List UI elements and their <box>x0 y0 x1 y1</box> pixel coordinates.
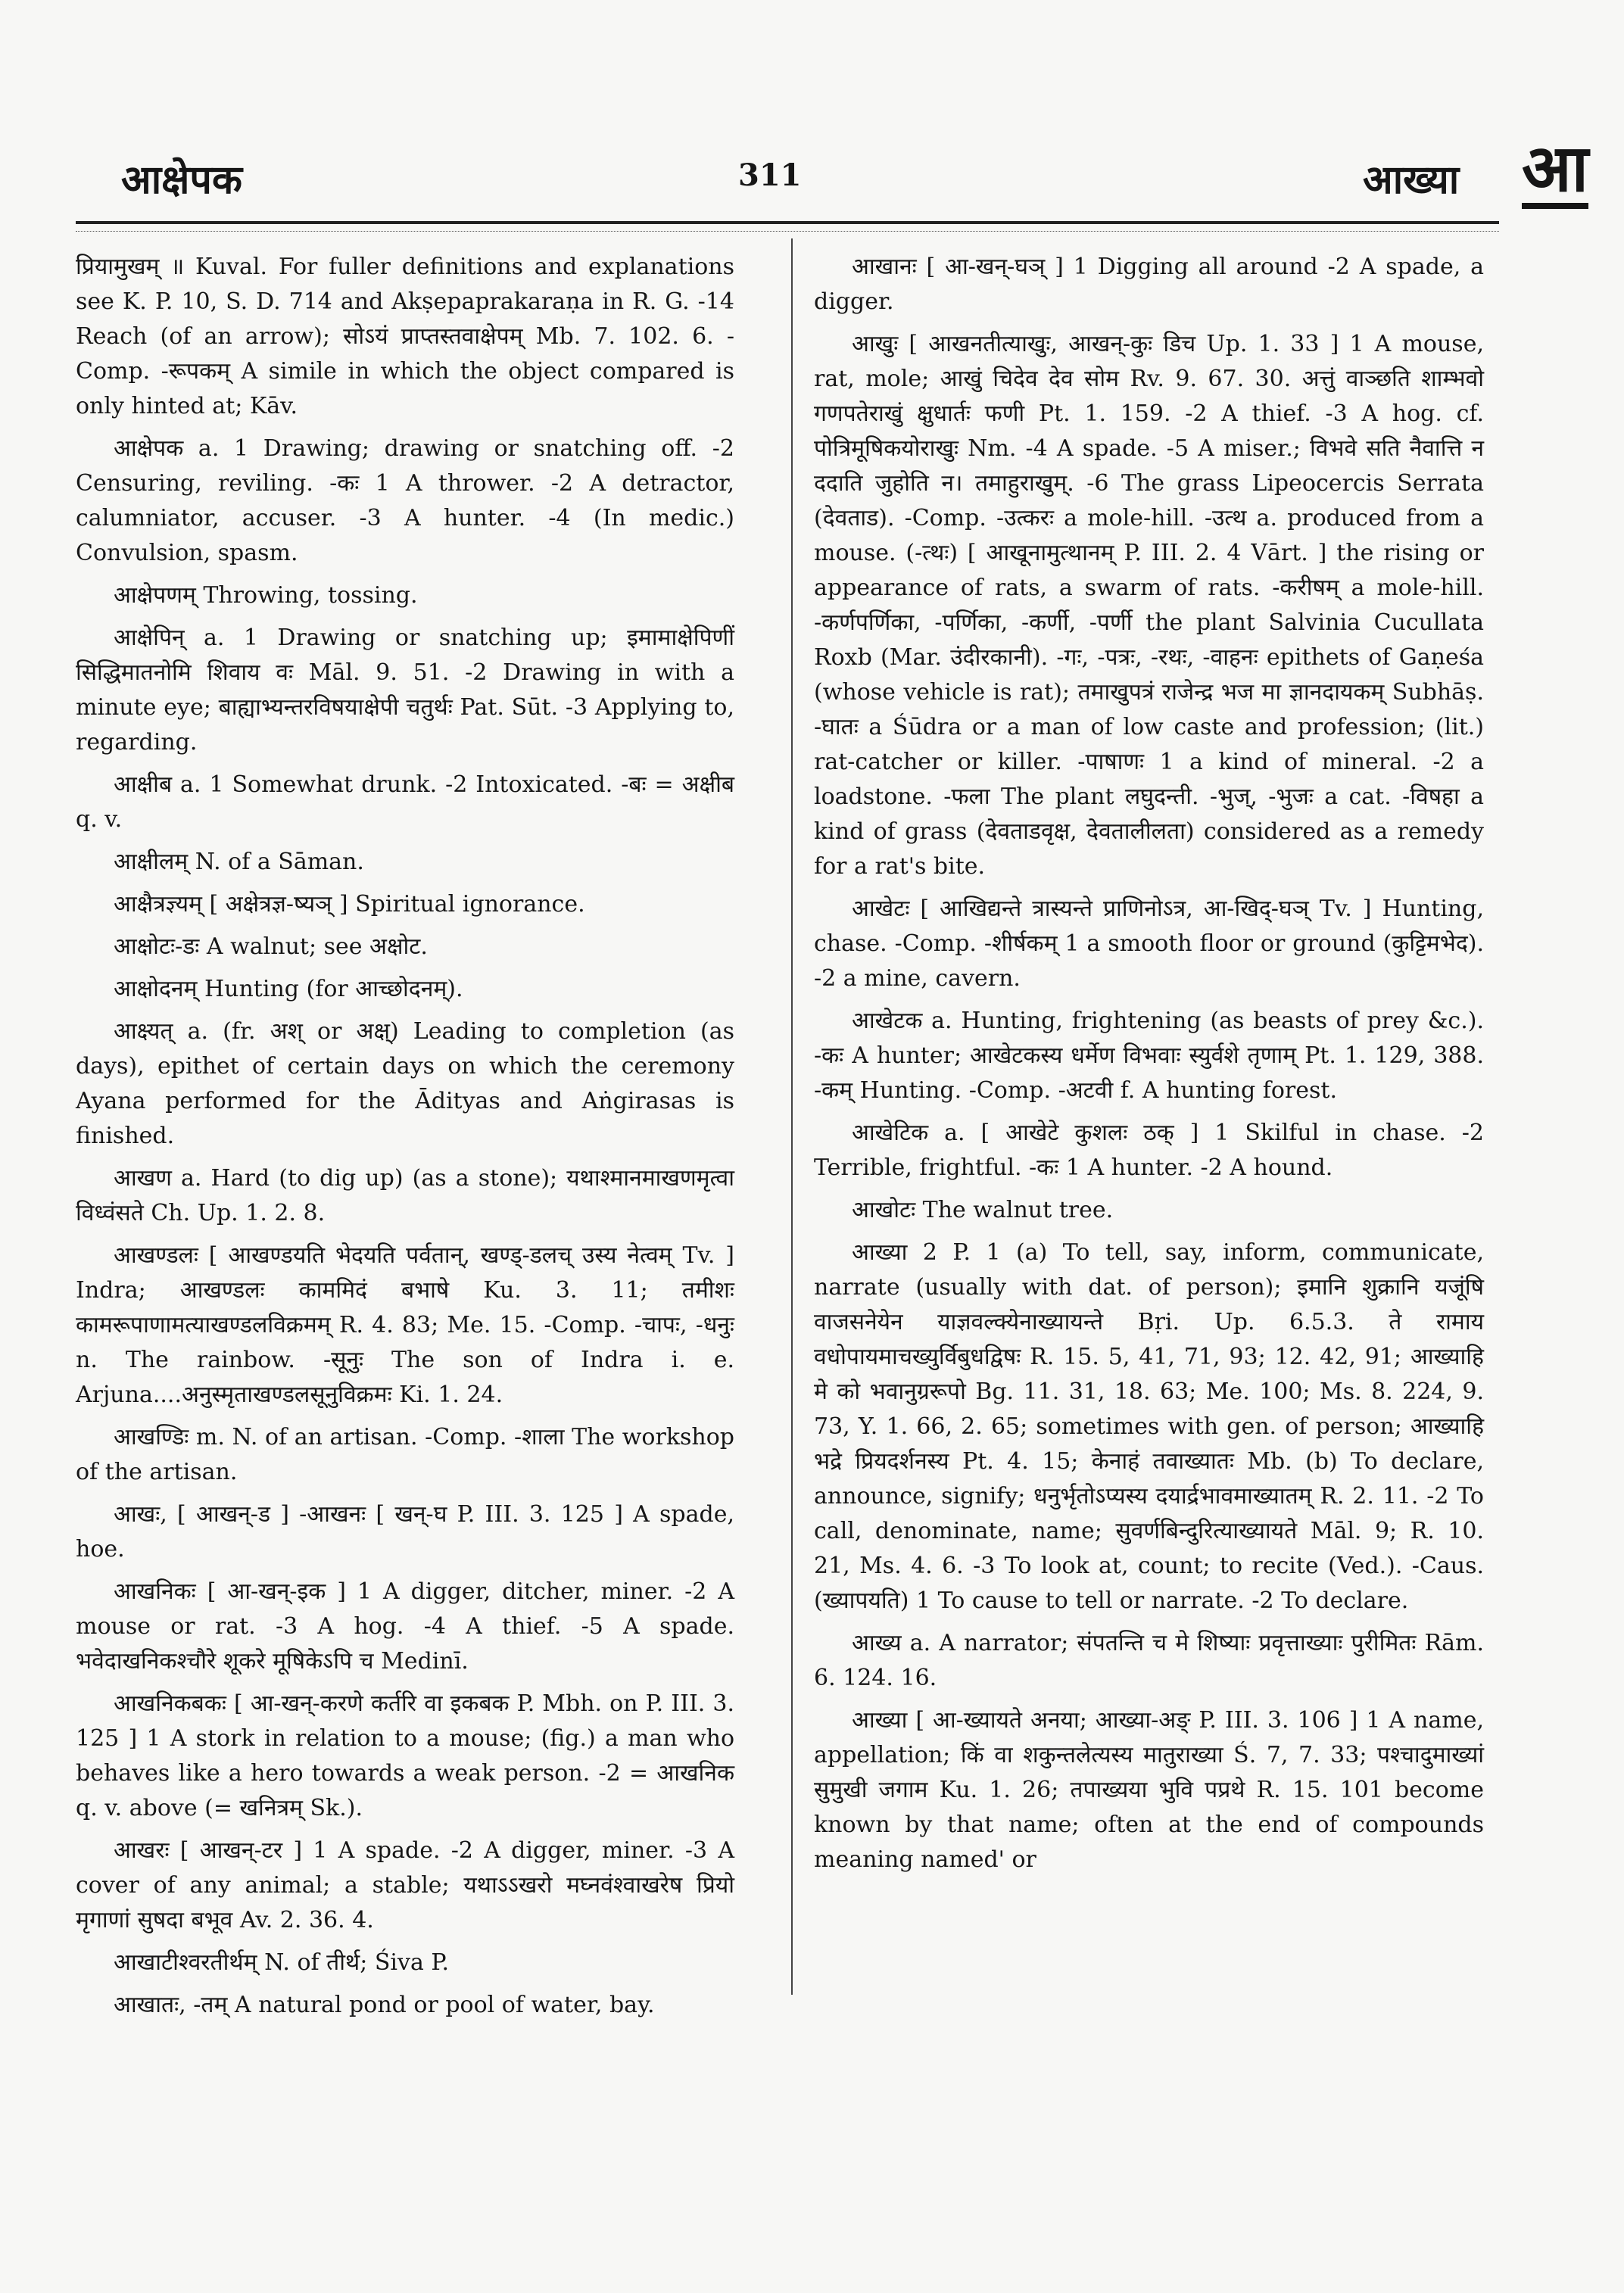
dictionary-entry: आखनिकः [ आ-खन्-इक ] 1 A digger, ditcher, miner. -2 A mouse or rat. -3 A hog. -4 A thief. -5 A spade. भवेदाखनिकश्चौरे शूकरे मूषिकेऽपि च Medinī. <box>76 1578 734 1675</box>
section-letter-tab: आ <box>1522 136 1588 209</box>
dictionary-entry: आखेटः [ आखिद्यन्ते त्रास्यन्ते प्राणिनोऽत्र, आ-खिद्-घञ् Tv. ] Hunting, chase. -Comp. -शीर्षकम् 1 a smooth floor or ground (कुट्टिमभेद). -2 a mine, cavern. <box>814 896 1484 992</box>
dictionary-entry: आक्षैत्रज्ञ्यम् [ अक्षेत्रज्ञ-ष्यञ् ] Spiritual ignorance. <box>114 891 585 918</box>
dictionary-entry: आखः, [ आखन्-ड ] -आखनः [ खन्-घ P. III. 3. 125 ] A spade, hoe. <box>76 1501 734 1562</box>
dictionary-entry: आक्षीलम् N. of a Sāman. <box>114 849 364 875</box>
dictionary-entry: आखेटक a. Hunting, frightening (as beasts of prey &c.). -कः A hunter; आखेटकस्य धर्मेण विभवाः स्युर्वशे तृणाम् Pt. 1. 129, 388. -कम् Hunting. -Comp. -अटवी f. A hunting forest. <box>814 1008 1484 1104</box>
dictionary-entry: आक्षेपिन् a. 1 Drawing or snatching up; इमामाक्षेपिणीं सिद्धिमातनोमि शिवाय वः Māl. 9. 51. -2 Drawing in with a minute eye; बाह्याभ्यन्तरविषयाक्षेपी चतुर्थः Pat. Sūt. -3 Applying to, regarding. <box>76 625 734 756</box>
dictionary-entry: आख्य a. A narrator; संपतन्ति च मे शिष्याः प्रवृत्ताख्याः पुरीमितः Rām. 6. 124. 16. <box>814 1630 1484 1691</box>
dictionary-entry: आखरः [ आखन्-टर ] 1 A spade. -2 A digger, miner. -3 A cover of any animal; a stable; यथाऽऽखरो मघ्नवंश्वाखरेष प्रियो मृगाणां सुषदा बभूव Av. 2. 36. 4. <box>76 1837 734 1933</box>
dictionary-entry: प्रियामुखम् ॥ Kuval. For fuller definitions and explanations see K. P. 10, S. D. 714 and Akṣepaprakaraṇa in R. G. -14 Reach (of an arrow); सोऽयं प्राप्तस्तवाक्षेपम् Mb. 7. 102. 6. -Comp. -रूपकम् A simile in which the object compared is only hinted at; Kāv. <box>76 254 734 419</box>
header-right-guide-word: आख्या <box>1363 157 1460 203</box>
right-column <box>814 250 1484 2256</box>
left-column <box>76 250 734 2018</box>
dictionary-entry: आखनिकबकः [ आ-खन्-करणे कर्तरि वा इकबक P. Mbh. on P. III. 3. 125 ] 1 A stork in relation to a mouse; (fig.) a man who behaves like a hero towards a weak person. -2 = आखनिक q. v. above (= खनित्रम् Sk.). <box>76 1690 734 1821</box>
header-left-guide-word: आक्षेपक <box>121 157 242 203</box>
dictionary-entry: आक्षेपक a. 1 Drawing; drawing or snatching off. -2 Censuring, reviling. -कः 1 A thrower. -2 A detractor, calumniator, accuser. -3 A hunter. -4 (In medic.) Convulsion, spasm. <box>76 435 734 566</box>
dictionary-entry: आखातः, -तम् A natural pond or pool of water, bay. <box>114 1992 655 2018</box>
header-rule-dotted <box>76 231 1499 232</box>
page-header <box>76 130 1588 220</box>
dictionary-entry: आखोटः The walnut tree. <box>852 1197 1114 1223</box>
dictionary-entry: आक्षीब a. 1 Somewhat drunk. -2 Intoxicated. -बः = अक्षीब q. v. <box>76 771 734 833</box>
dictionary-entry: आखानः [ आ-खन्-घञ् ] 1 Digging all around -2 A spade, a digger. <box>814 254 1484 315</box>
dictionary-entry: आखण a. Hard (to dig up) (as a stone); यथाश्मानमाखणमृत्वा विध्वंसते Ch. Up. 1. 2. 8. <box>76 1165 734 1226</box>
column-divider <box>791 238 793 1995</box>
dictionary-entry: आक्षोदनम् Hunting (for आच्छोदनम्). <box>114 976 463 1002</box>
dictionary-entry: आख्या [ आ-ख्यायते अनया; आख्या-अङ् P. III. 3. 106 ] 1 A name, appellation; किं वा शकुन्तलेत्यस्य मातुराख्या Ś. 7, 7. 33; पश्चादुमाख्यां सुमुखी जगाम Ku. 1. 26; तपाख्यया भुवि पप्रथे R. 15. 101 become known by that name; often at the end of compounds meaning named' or <box>814 1707 1484 1873</box>
header-rule <box>76 221 1499 224</box>
dictionary-entry: आख्या 2 P. 1 (a) To tell, say, inform, communicate, narrate (usually with dat. of person); इमानि शुक्रानि यजूंषि वाजसनेयेन याज्ञवल्क्येनाख्यायन्ते Bṛi. Up. 6.5.3. ते रामाय वधोपायमाचख्युर्विबुधद्विषः R. 15. 5, 41, 71, 93; 12. 42, 91; आख्याहि मे को भवानुग्ररूपो Bg. 11. 31, 18. 63; Me. 100; Ms. 8. 224, 9. 73, Y. 1. 66, 2. 65; sometimes with gen. of person; आख्याहि भद्रे प्रियदर्शनस्य Pt. 4. 15; केनाहं तवाख्यातः Mb. (b) To declare, announce, signify; धनुर्भृतोऽप्यस्य दयार्द्रभावमाख्यातम् R. 2. 11. -2 To call, denominate, name; सुवर्णबिन्दुरित्याख्यायते Māl. 9; R. 10. 21, Ms. 4. 6. -3 To look at, count; to recite (Ved.). -Caus. (ख्यापयति) 1 To cause to tell or narrate. -2 To declare. <box>814 1239 1484 1614</box>
dictionary-entry: आखुः [ आखनतीत्याखुः, आखन्-कुः डिच Up. 1. 33 ] 1 A mouse, rat, mole; आखुं चिदेव देव सोम Rv. 9. 67. 30. अत्तुं वाञ्छति शाम्भवो गणपतेराखुं क्षुधार्तः फणी Pt. 1. 159. -2 A thief. -3 A hog. cf. पोत्रिमूषिकयोराखुः Nm. -4 A spade. -5 A miser.; विभवे सति नैवात्ति न ददाति जुहोति न। तमाहुराखुम्. -6 The grass Lipeocercis Serrata (देवताड). -Comp. -उत्करः a mole-hill. -उत्थ a. produced from a mouse. (-त्थः) [ आखूनामुत्थानम् P. III. 2. 4 Vārt. ] the rising or appearance of rats, a swarm of rats. -करीषम् a mole-hill. -कर्णपर्णिका, -पर्णिका, -कर्णी, -पर्णी the plant Salvinia Cucullata Roxb (Mar. उंदीरकानी). -गः, -पत्रः, -रथः, -वाहनः epithets of Gaṇeśa (whose vehicle is rat); तमाखुपत्रं राजेन्द्र भज मा ज्ञानदायकम् Subhāṣ. -घातः a Śūdra or a man of low caste and profession; (lit.) rat-catcher or killer. -पाषाणः 1 a kind of mineral. -2 a loadstone. -फला The plant लघुदन्ती. -भुज्, -भुजः a cat. -विषहा a kind of grass (देवताडवृक्ष, देवतालीलता) considered as a remedy for a rat's bite. <box>814 331 1484 880</box>
dictionary-entry: आखेटिक a. [ आखेटे कुशलः ठक् ] 1 Skilful in chase. -2 Terrible, frightful. -कः 1 A hunter. -2 A hound. <box>814 1120 1484 1181</box>
page-number: 311 <box>738 157 802 193</box>
dictionary-entry: आखाटीश्वरतीर्थम् N. of तीर्थ; Śiva P. <box>114 1949 450 1976</box>
dictionary-entry: आखण्डिः m. N. of an artisan. -Comp. -शाला The workshop of the artisan. <box>76 1424 734 1485</box>
dictionary-entry: आखण्डलः [ आखण्डयति भेदयति पर्वतान्, खण्ड्-डलच् उस्य नेत्वम् Tv. ] Indra; आखण्डलः काममिदं बभाषे Ku. 3. 11; तमीशः कामरूपाणामत्याखण्डलविक्रमम् R. 4. 83; Me. 15. -Comp. -चापः, -धनुः n. The rainbow. -सूनुः The son of Indra i. e. Arjuna....अनुस्मृताखण्डलसूनुविक्रमः Ki. 1. 24. <box>76 1242 734 1408</box>
dictionary-entry: आक्षेपणम् Throwing, tossing. <box>114 582 418 609</box>
dictionary-entry: आक्ष्यत् a. (fr. अश् or अक्ष्) Leading to completion (as days), epithet of certain days on which the ceremony Ayana performed for the Ādityas and Aṅgirasas is finished. <box>76 1018 734 1149</box>
dictionary-entry: आक्षोटः-डः A walnut; see अक्षोट. <box>114 933 428 960</box>
